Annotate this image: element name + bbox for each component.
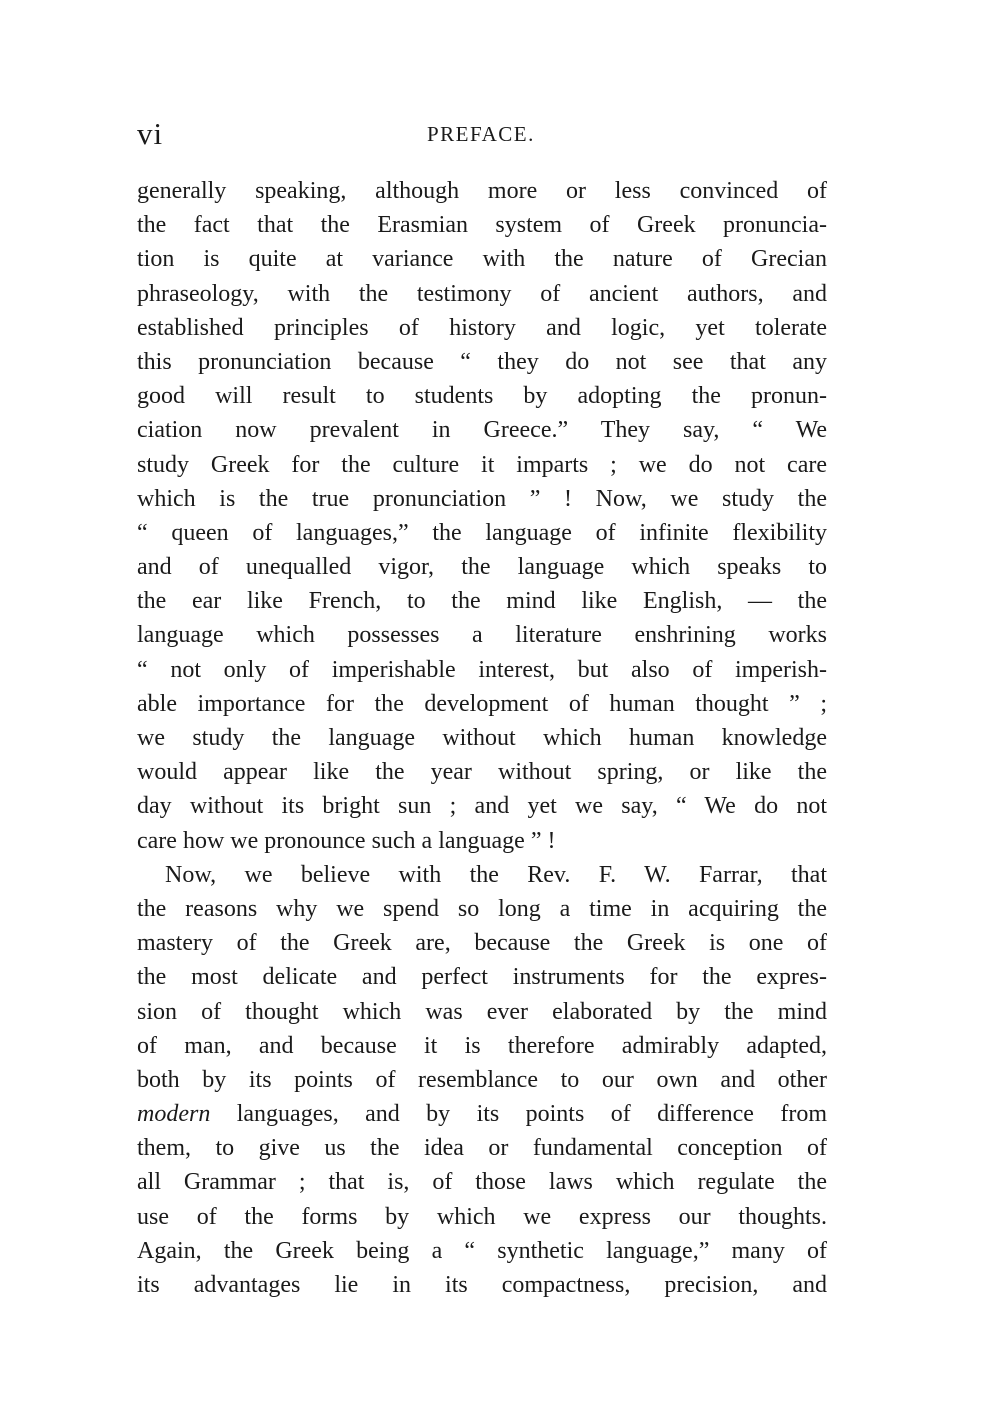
text-line: which is the true pronunciation ” ! Now, we study the <box>137 485 827 512</box>
text-line: day without its bright sun ; and yet we say, “ We do not <box>137 793 827 820</box>
text-line: would appear like the year without spring, or like the <box>137 759 827 786</box>
text-line: Now, we believe with the Rev. F. W. Farrar, that <box>165 861 827 888</box>
text-line: we study the language without which human knowledge <box>137 725 827 751</box>
text-line: of man, and because it is therefore admirably adapted, <box>137 1032 827 1059</box>
text-line: mastery of the Greek are, because the Greek is one of <box>137 930 827 957</box>
text-line: able importance for the development of human thought ” ; <box>137 690 827 717</box>
text-line: “ queen of languages,” the language of infinite flexibility <box>137 519 827 546</box>
text-line: care how we pronounce such a language ” ! <box>137 827 556 854</box>
text-line: all Grammar ; that is, of those laws which regulate the <box>137 1169 827 1196</box>
text-line: and of unequalled vigor, the language which speaks to <box>137 554 827 581</box>
text-line: language which possesses a literature enshrining works <box>137 622 827 649</box>
paragraph-2 <box>137 858 827 1302</box>
text-line: the fact that the Erasmian system of Greek pronuncia- <box>137 212 827 239</box>
text-line <box>137 1097 827 1131</box>
page-number: vi <box>137 116 164 151</box>
running-head: PREFACE. <box>427 122 535 146</box>
text-line: tion is quite at variance with the nature of Grecian <box>137 246 827 273</box>
text-line: them, to give us the idea or fundamental conception of <box>137 1135 827 1162</box>
text-line: the reasons why we spend so long a time in acquiring the <box>137 895 827 922</box>
text-line: the most delicate and perfect instruments for the expres- <box>137 964 827 991</box>
text-line: “ not only of imperishable interest, but also of imperish- <box>137 656 827 683</box>
text-line: use of the forms by which we express our thoughts. <box>137 1203 827 1230</box>
text-line: phraseology, with the testimony of ancient authors, and <box>137 280 827 307</box>
text-line: established principles of history and logic, yet tolerate <box>137 314 827 341</box>
line-remainder: languages, and by its points of difference from <box>210 1101 827 1128</box>
text-line: Again, the Greek being a “ synthetic language,” many of <box>137 1237 827 1264</box>
text-line: both by its points of resemblance to our own and other <box>137 1066 827 1093</box>
text-line: ciation now prevalent in Greece.” They say, “ We <box>137 417 827 444</box>
paragraph-1 <box>137 174 827 858</box>
page-header <box>137 114 827 154</box>
text-line: sion of thought which was ever elaborated by the mind <box>137 998 827 1025</box>
text-line: the ear like French, to the mind like English, — the <box>137 588 827 615</box>
text-line: this pronunciation because “ they do not see that any <box>137 348 827 375</box>
text-line: study Greek for the culture it imparts ; we do not care <box>137 451 827 478</box>
italic-word: modern <box>137 1101 211 1128</box>
body-text <box>137 174 827 1302</box>
text-line: good will result to students by adopting the pronun- <box>137 383 827 410</box>
text-line: generally speaking, although more or less convinced of <box>137 178 827 204</box>
text-line: its advantages lie in its compactness, precision, and <box>137 1272 827 1298</box>
